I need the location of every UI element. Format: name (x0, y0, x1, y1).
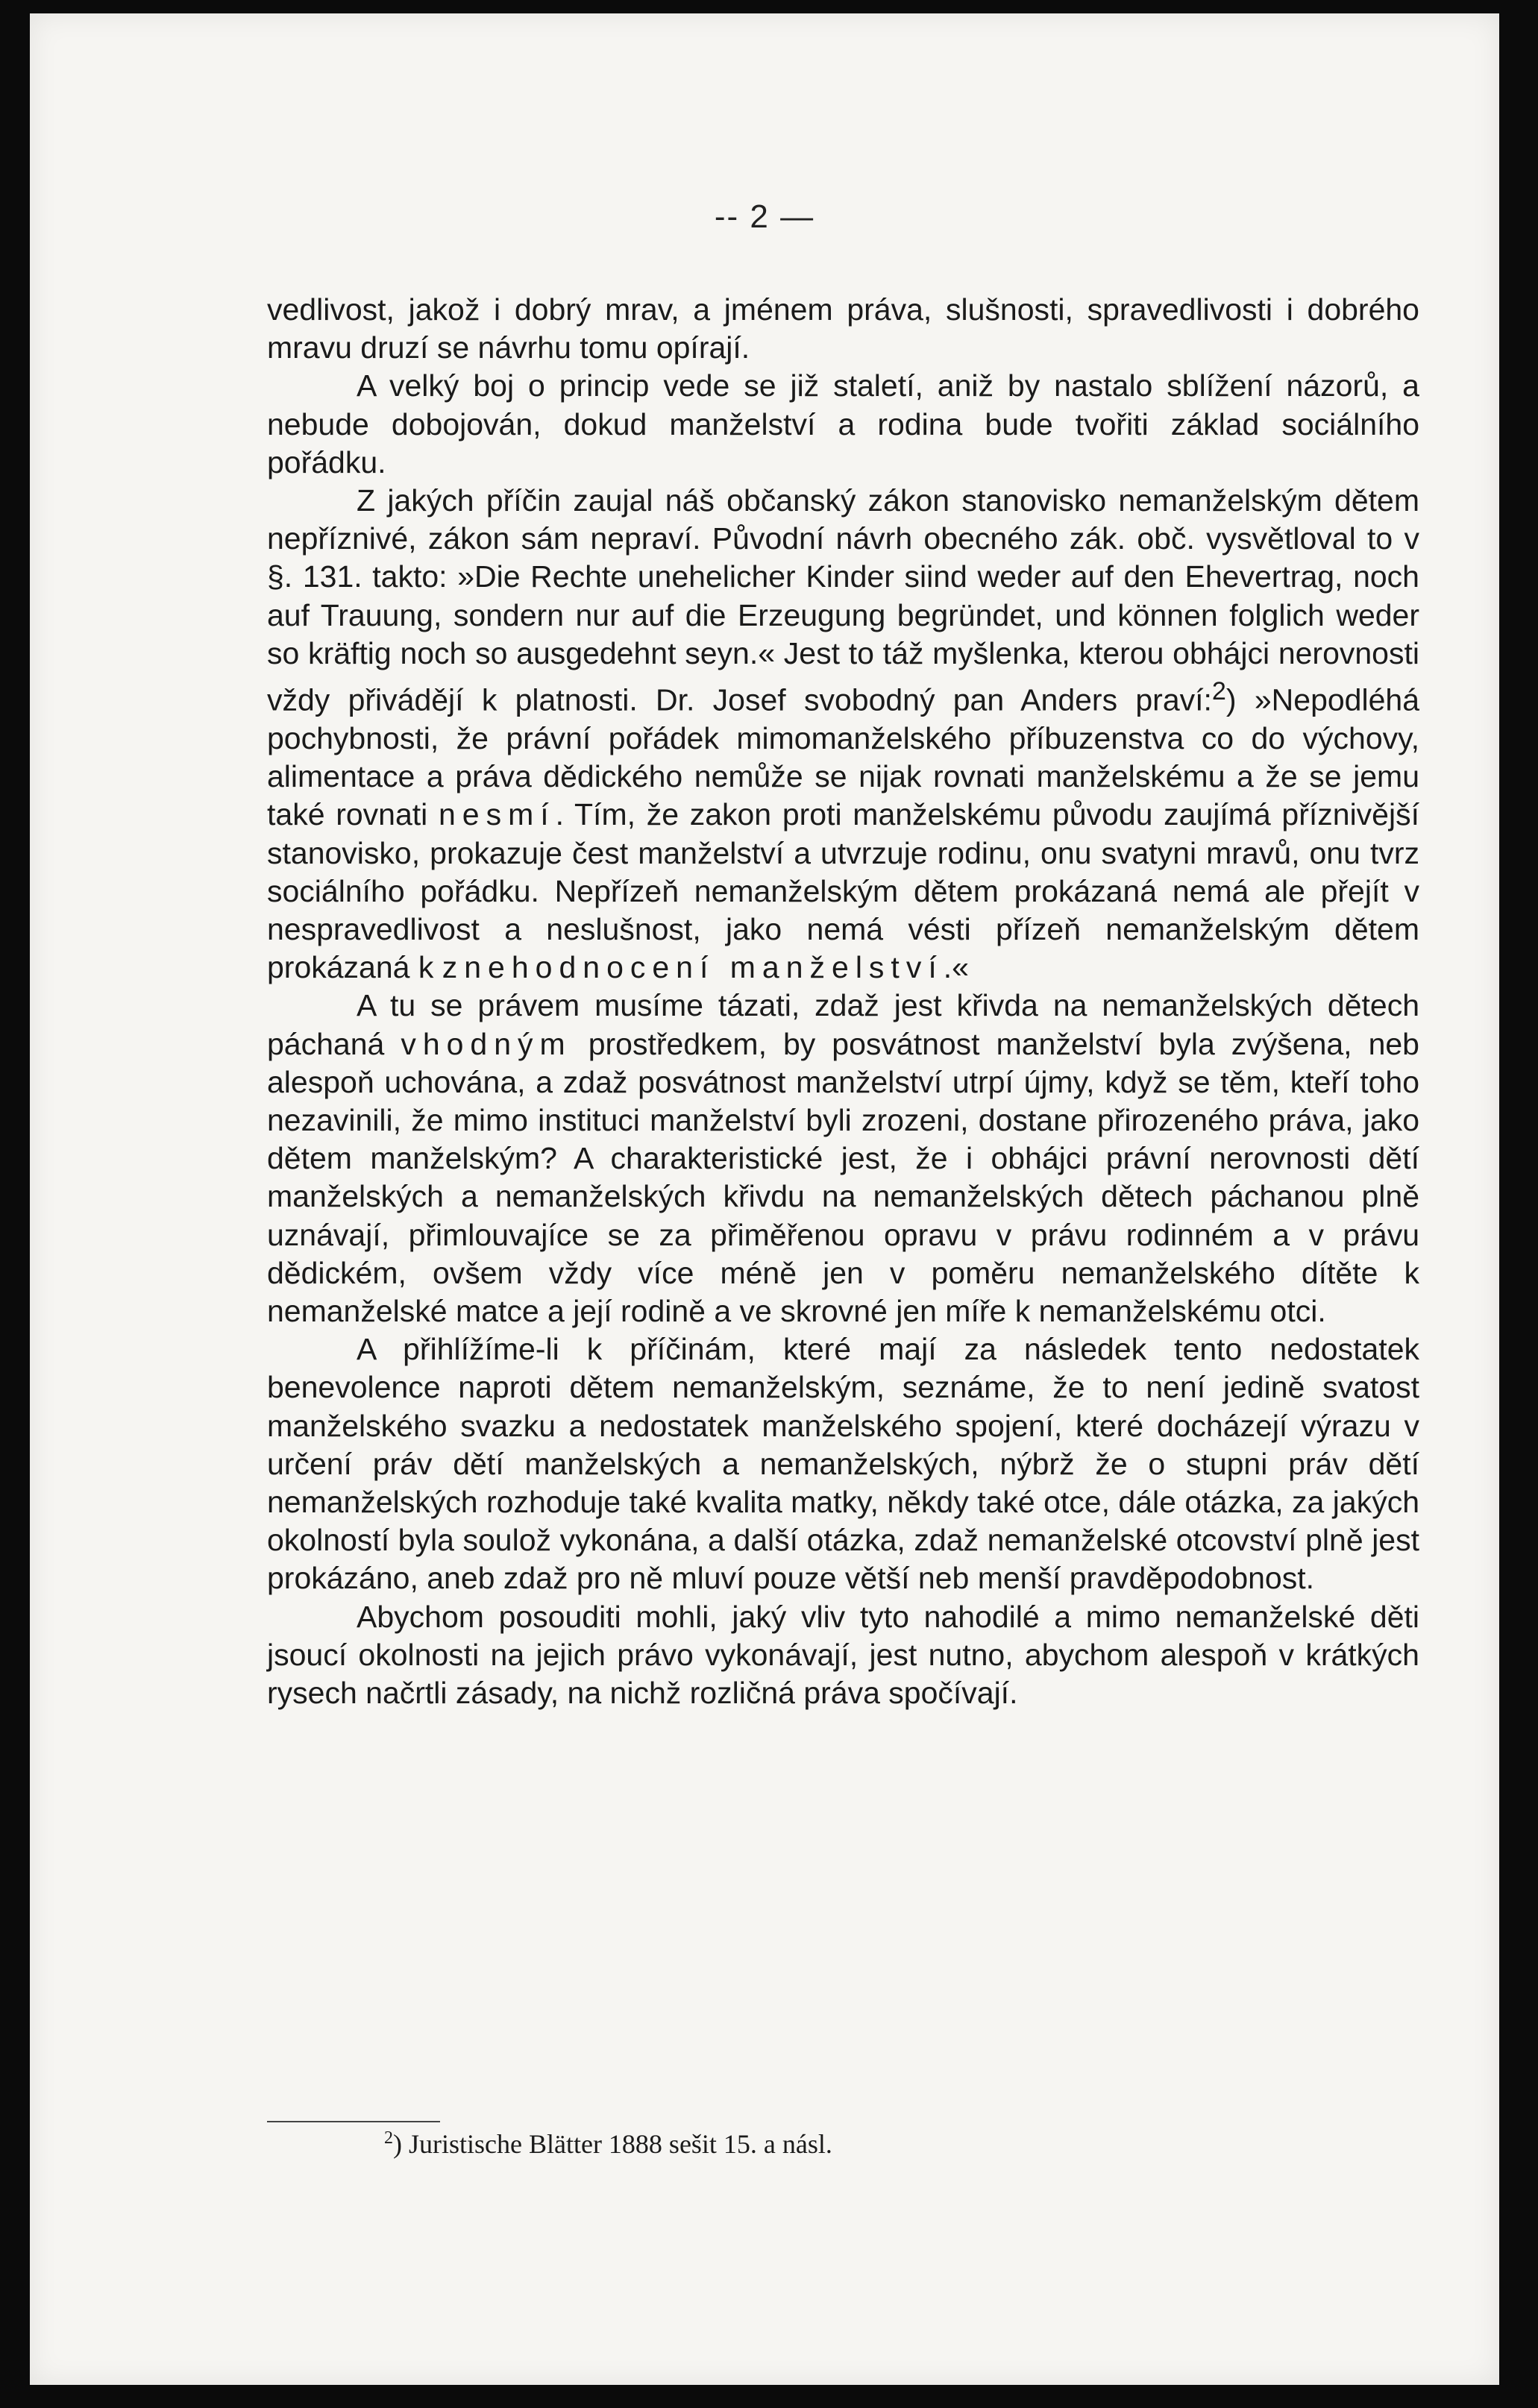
footnote-divider (267, 2121, 440, 2122)
text-run: prostředkem, by posvátnost manželství byla zvýšena, neb alespoň uchována, a zdaž posvátnost manželství utrpí újmy, když se těm, kteří toho nezavinili, že mimo instituci manželství byli zrozeni, dostane přirozeného práva, jako dětem manželským? A charakteristické jest, že i obhájci právní nerovnosti dětí manželských a nemanželských křivdu na nemanželských dětech páchanou plně uznávají, přimlouvajíce se za přiměřenou opravu v právu rodinném a v právu dědickém, ovšem vždy více méně jen v poměru nemanželského dítěte k nemanželské matce a její rodině a ve skrovné jen míře k nemanželskému otci. (267, 1026, 1419, 1328)
body-text (267, 291, 1419, 1712)
text-run: .« (943, 950, 969, 985)
footnote (384, 2128, 832, 2160)
paragraph (267, 987, 1419, 1330)
emphasis-spaced: znehodnocení manželství (442, 950, 944, 985)
text-run: Z jakých příčin zaujal náš občanský zákon stanovisko nemanželským dětem nepříznivé, zákon sám nepraví. Původní návrh obecného zák. obč. vysvětloval to v §. 131. takto: »Die Rechte unehelicher Kinder siind weder auf den Ehevertrag, noch auf Trauung, sondern nur auf die Erzeugung begründet, und können folglich weder so kräftig noch so ausgedehnt seyn.« Jest to táž myšlenka, kterou obhájci nerovnosti vždy přivádějí k platnosti. Dr. Josef svobodný pan Anders praví: (267, 483, 1419, 717)
paragraph: A přihlížíme-li k příčinám, které mají za následek tento nedostatek benevolence naproti dětem nemanželským, seznáme, že to není jedině svatost manželského svazku a nedostatek manželského spojení, které docházejí výrazu v určení práv dětí manželských a nemanželských, nýbrž že o stupni práv dětí nemanželských rozhoduje také kvalita matky, někdy také otce, dále otázka, za jakých okolností byla soulož vykonána, a další otázka, zdaž nemanželské otcovství plně jest prokázáno, aneb zdaž pro ně mluví pouze větší neb menší pravděpodobnost. (267, 1332, 1419, 1596)
footnote-text: ) Juristische Blätter 1888 sešit 15. a násl. (393, 2129, 832, 2159)
paragraph (267, 482, 1419, 987)
page-number: -- 2 — (714, 198, 815, 235)
document-page (30, 13, 1499, 2385)
emphasis-spaced: nesmí (438, 797, 556, 832)
footnote-ref: 2 (1211, 677, 1226, 706)
emphasis-spaced: vhodným (401, 1026, 572, 1061)
paragraph: Abychom posouditi mohli, jaký vliv tyto nahodilé a mimo nemanželské děti jsoucí okolnosti na jejich právo vykonávají, jest nutno, abychom alespoň v krátkých rysech načrtli zásady, na nichž rozličná práva spočívají. (267, 1599, 1419, 1710)
paragraph: A velký boj o princip vede se již staletí, aniž by nastalo sblížení názorů, a nebude dobojován, dokud manželství a rodina bude tvořiti základ sociálního pořádku. (267, 368, 1419, 480)
footnote-mark: 2 (384, 2128, 393, 2148)
text-run: . Tím, že zakon proti manželskému původu zaujímá příznivější stanovisko, prokazuje čest manželství a utvrzuje rodinu, onu svatyni mravů, onu tvrz sociálního pořádku. Nepřízeň nemanželským dětem prokázaná nemá ale přejít v nespravedlivost a neslušnost, jako nemá vésti přízeň nemanželským dětem prokázaná k (267, 797, 1419, 985)
paragraph: vedlivost, jakož i dobrý mrav, a jménem práva, slušnosti, spravedlivosti i dobrého mravu druzí se návrhu tomu opírají. (267, 292, 1419, 365)
text-run: A tu se právem musíme tázati, zdaž jest křivda na nemanželských dětech páchaná (267, 988, 1419, 1061)
text-run: ) »Nepodléhá pochybnosti, že právní pořádek mimomanželského příbuzenstva co do výchovy, alimentace a práva dědického nemůže se nijak rovnati manželskému a že se jemu také rovnati (267, 682, 1419, 832)
